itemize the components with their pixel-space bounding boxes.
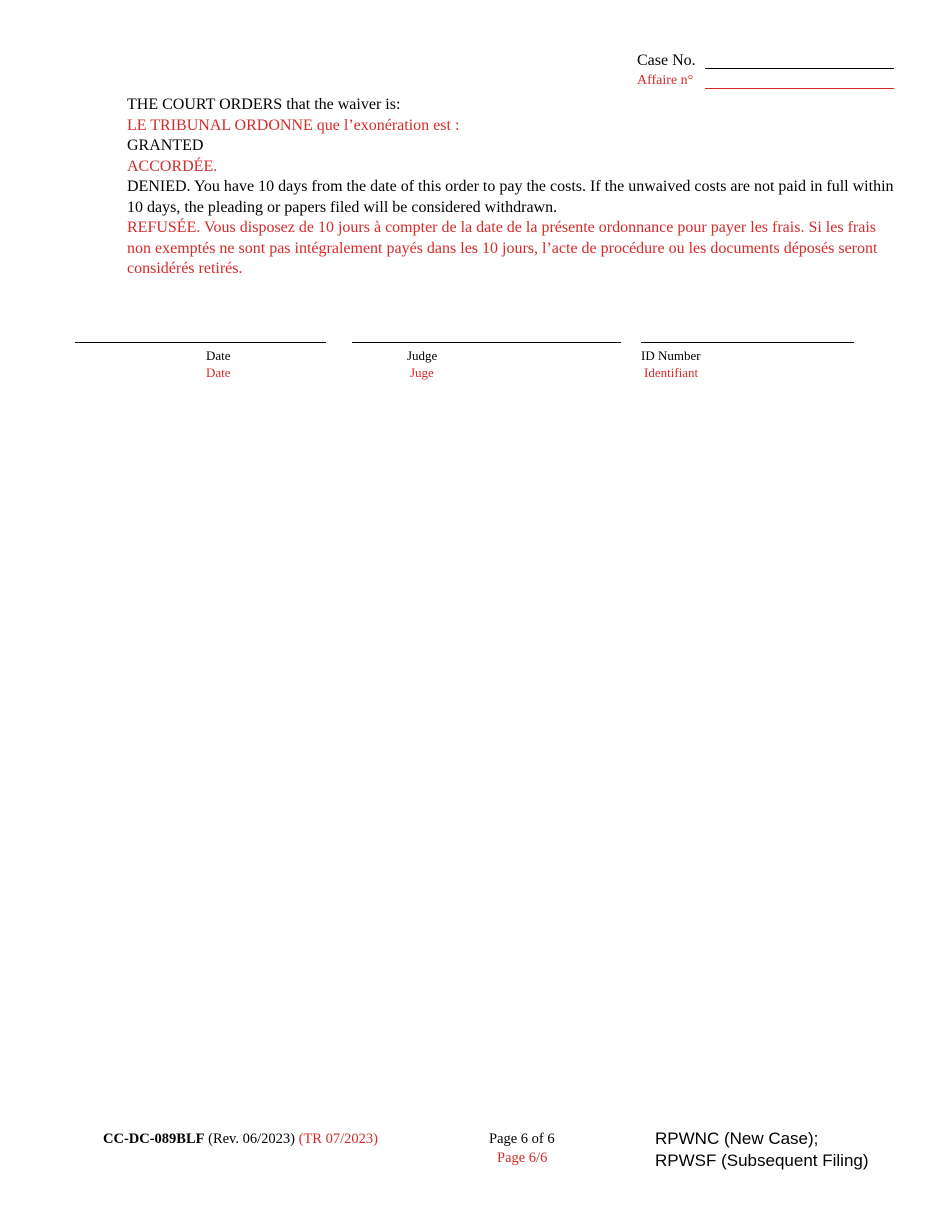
filing-code-new-case: RPWNC (New Case); xyxy=(655,1129,819,1148)
form-revision: (Rev. 06/2023) xyxy=(208,1131,295,1147)
date-label-fr: Date xyxy=(206,365,231,380)
denied-option-fr: REFUSÉE. Vous disposez de 10 jours à compter de la date de la présente ordonnance pour payer les frais. Si les frais non exemptés ne sont pas intégralement payés dans les 10 jours, l’acte de procédure ou les documents déposés seront considérés retirés. xyxy=(127,219,878,277)
form-translation-revision: (TR 07/2023) xyxy=(298,1131,378,1147)
court-order-section xyxy=(127,95,902,280)
case-number-field-fr-line xyxy=(705,88,894,89)
granted-option[interactable]: GRANTED xyxy=(127,137,204,154)
case-number-label-fr: Affaire n° xyxy=(637,73,694,88)
judge-label: Judge xyxy=(407,348,438,363)
case-number-field[interactable] xyxy=(705,68,894,69)
denied-option[interactable]: DENIED. You have 10 days from the date of this order to pay the costs. If the unwaived costs are not paid in full within 10 days, the pleading or papers filed will be considered withdrawn. xyxy=(127,178,894,216)
order-heading: THE COURT ORDERS that the waiver is: xyxy=(127,96,401,113)
filing-code-subsequent: RPWSF (Subsequent Filing) xyxy=(655,1151,869,1170)
form-number: CC-DC-089BLF xyxy=(103,1131,205,1147)
case-number-label: Case No. xyxy=(637,52,696,69)
page-number: Page 6 of 6 xyxy=(489,1131,555,1147)
page-number-fr: Page 6/6 xyxy=(497,1150,548,1166)
granted-option-fr: ACCORDÉE. xyxy=(127,157,218,175)
filing-codes xyxy=(655,1128,869,1172)
order-heading-fr: LE TRIBUNAL ORDONNE que l’exonération est : xyxy=(127,116,460,134)
id-number-label: ID Number xyxy=(641,348,701,363)
form-identifier xyxy=(103,1131,378,1148)
id-number-line[interactable] xyxy=(641,342,854,343)
judge-signature-line[interactable] xyxy=(352,342,621,343)
judge-label-fr: Juge xyxy=(410,365,434,380)
date-signature-line[interactable] xyxy=(75,342,326,343)
date-label: Date xyxy=(206,348,231,363)
id-number-label-fr: Identifiant xyxy=(644,365,699,380)
